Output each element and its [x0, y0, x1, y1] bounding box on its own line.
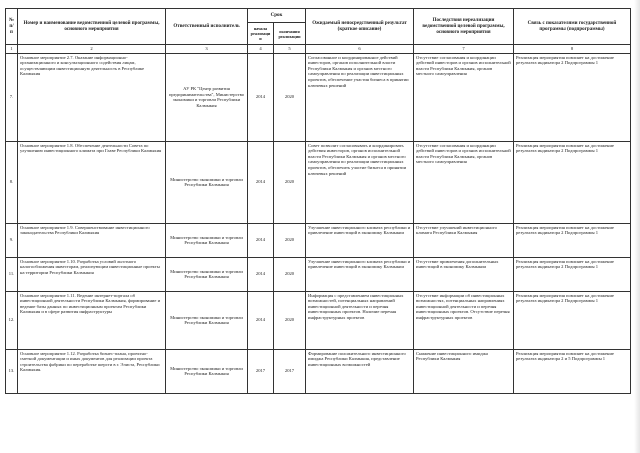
row-link: Реализация мероприятия повлияет на достижение результата индикатора 2 Подпрограммы 1	[514, 223, 631, 257]
row-link: Реализация мероприятия повлияет на достижение результата индикатора 2 и 5 Подпрограммы 1	[514, 349, 631, 393]
row-result: Улучшение инвестиционного климата республики и привлечение инвестиций в экономику Калмыкии	[306, 257, 414, 291]
row-result: Улучшение инвестиционного климата республики и привлечение инвестиций в экономику Калмыкии	[306, 223, 414, 257]
index-cell: 3	[166, 45, 248, 54]
header-period: Срок	[248, 9, 306, 23]
table-row	[6, 257, 631, 291]
row-start: 2014	[248, 291, 274, 349]
scan-edge-shadow	[634, 0, 640, 453]
table-row	[6, 291, 631, 349]
row-num: 12.	[6, 291, 18, 349]
row-result: Согласованное и координированное действий инвесторов, органов исполнительной власти Республики Калмыкия и органов местного самоуправления по реализации инвестиционных проектов, обеспечение участия бизнеса в принятии ключевых решений	[306, 53, 414, 141]
row-exec: Министерство экономики и торговли Республики Калмыкия	[166, 291, 248, 349]
program-table	[5, 8, 631, 394]
row-end: 2020	[274, 141, 306, 223]
header-result: Ожидаемый непосредственный результат (краткое описание)	[306, 9, 414, 45]
row-name: Основное мероприятие 1.8. Обеспечение деятельности Совета по улучшению инвестиционного климата при Главе Республики Калмыкия	[18, 141, 166, 223]
row-exec: Министерство экономики и торговли Республики Калмыкия	[166, 223, 248, 257]
row-name: Основное мероприятие 1.11. Ведение интернет-портала об инвестиционной деятельности Республики Калмыкия, формирование и ведение базы данных по инвестиционным проектам Республики Калмыкия и в сфере развития инфраструктуры	[18, 291, 166, 349]
row-name: Основное мероприятие 1.10. Разработка условий льготного налогообложения инвесторам, реализующим инвестиционные проекты на территории Республики Калмыкия	[18, 257, 166, 291]
index-cell: 4	[248, 45, 274, 54]
row-end: 2017	[274, 349, 306, 393]
row-link: Реализация мероприятия повлияет на достижение результата индикатора 2 Подпрограммы 1	[514, 291, 631, 349]
row-link: Реализация мероприятия повлияет на достижение результата индикатора 2 Подпрограммы 1	[514, 141, 631, 223]
row-exec: Министерство экономики и торговли Республики Калмыкия	[166, 257, 248, 291]
row-problems: Отсутствие согласования и координации действий инвесторов и органов исполнительной власти Республики Калмыкия, органов местного самоуправления	[414, 141, 514, 223]
row-start: 2017	[248, 349, 274, 393]
row-exec: Министерство экономики и торговли Республики Калмыкия	[166, 349, 248, 393]
header-problems: Последствия нереализации ведомственной целевой программы, основного мероприятия	[414, 9, 514, 45]
index-cell: 5	[274, 45, 306, 54]
row-problems: Снижение инвестиционного имиджа Республики Калмыкия	[414, 349, 514, 393]
row-start: 2014	[248, 141, 274, 223]
row-problems: Отсутствие привлечения дополнительных инвестиций в экономику Калмыкии	[414, 257, 514, 291]
header-link: Связь с показателями государственной программы (подпрограммы)	[514, 9, 631, 45]
header-num: № п/п	[6, 9, 18, 45]
index-cell: 6	[306, 45, 414, 54]
row-start: 2014	[248, 257, 274, 291]
row-result: Формирование положительного инвестиционного имиджа Республики Калмыкия, представление инвестиционных возможностей	[306, 349, 414, 393]
row-start: 2014	[248, 223, 274, 257]
index-cell: 2	[18, 45, 166, 54]
table-row	[6, 223, 631, 257]
row-num: 8.	[6, 141, 18, 223]
row-link: Реализация мероприятия повлияет на достижение результата индикатора 2 Подпрограммы 1	[514, 257, 631, 291]
index-cell: 1	[6, 45, 18, 54]
row-problems: Отсутствие информации об инвестиционных возможностях, потенциальных направлениях инвестиционной деятельности и перечня инвестиционных проектов. Отсутствие перечня инфраструктурных проектов	[414, 291, 514, 349]
row-link: Реализация мероприятия повлияет на достижение результата индикатора 2 Подпрограммы 1	[514, 53, 631, 141]
row-end: 2020	[274, 53, 306, 141]
row-exec: Министерство экономики и торговли Республики Калмыкия	[166, 141, 248, 223]
row-num: 11.	[6, 257, 18, 291]
row-name: Основное мероприятие 1.12. Разработка бизнес-плана, проектно-сметной документации и иных документов для реализации проекта строительства фабрики по переработке шерсти в г. Элиста, Республики Калмыкия.	[18, 349, 166, 393]
row-end: 2020	[274, 291, 306, 349]
index-row	[6, 45, 631, 54]
header-name: Номер и наименование ведомственной целевой программы, основного мероприятия	[18, 9, 166, 45]
table-row	[6, 53, 631, 141]
index-cell: 7	[414, 45, 514, 54]
row-num: 9.	[6, 223, 18, 257]
row-problems: Отсутствие улучшений инвестиционного климата Республики Калмыкия	[414, 223, 514, 257]
row-name: Основное мероприятие 2.7. Оказание информационно-организационного и консультационного содействия лицам, осуществляющим инвестиционную деятельность в Республике Калмыкия	[18, 53, 166, 141]
header-end: окончания реализации	[274, 23, 306, 45]
row-problems: Отсутствие согласования и координации действий инвесторов и органов исполнительной власти Республики Калмыкия, органов местного самоуправления	[414, 53, 514, 141]
row-result: Информация с представлением инвестиционных возможностей, потенциальных направлений инвестиционной деятельности и перечня инвестиционных проектов. Наличие перечня инфраструктурных проектов	[306, 291, 414, 349]
row-end: 2020	[274, 223, 306, 257]
table-row	[6, 141, 631, 223]
row-exec: АУ РК "Центр развития предпринимательства", Министерство экономики и торговли Республики Калмыкия	[166, 53, 248, 141]
row-name: Основное мероприятие 1.9. Совершенствование инвестиционного законодательства Республики Калмыкия	[18, 223, 166, 257]
index-cell: 8	[514, 45, 631, 54]
header-row	[6, 9, 631, 23]
header-exec: Ответственный исполнитель	[166, 9, 248, 45]
row-result: Совет позволит согласовывать и координировать действия инвесторов, органов исполнительной власти Республики Калмыкия и органов местного самоуправления по реализации инвестиционных проектов, обеспечить участие бизнеса в принятии ключевых решений	[306, 141, 414, 223]
row-end: 2020	[274, 257, 306, 291]
row-num: 7.	[6, 53, 18, 141]
row-num: 13.	[6, 349, 18, 393]
row-start: 2014	[248, 53, 274, 141]
header-start: начала реализации	[248, 23, 274, 45]
table-row	[6, 349, 631, 393]
